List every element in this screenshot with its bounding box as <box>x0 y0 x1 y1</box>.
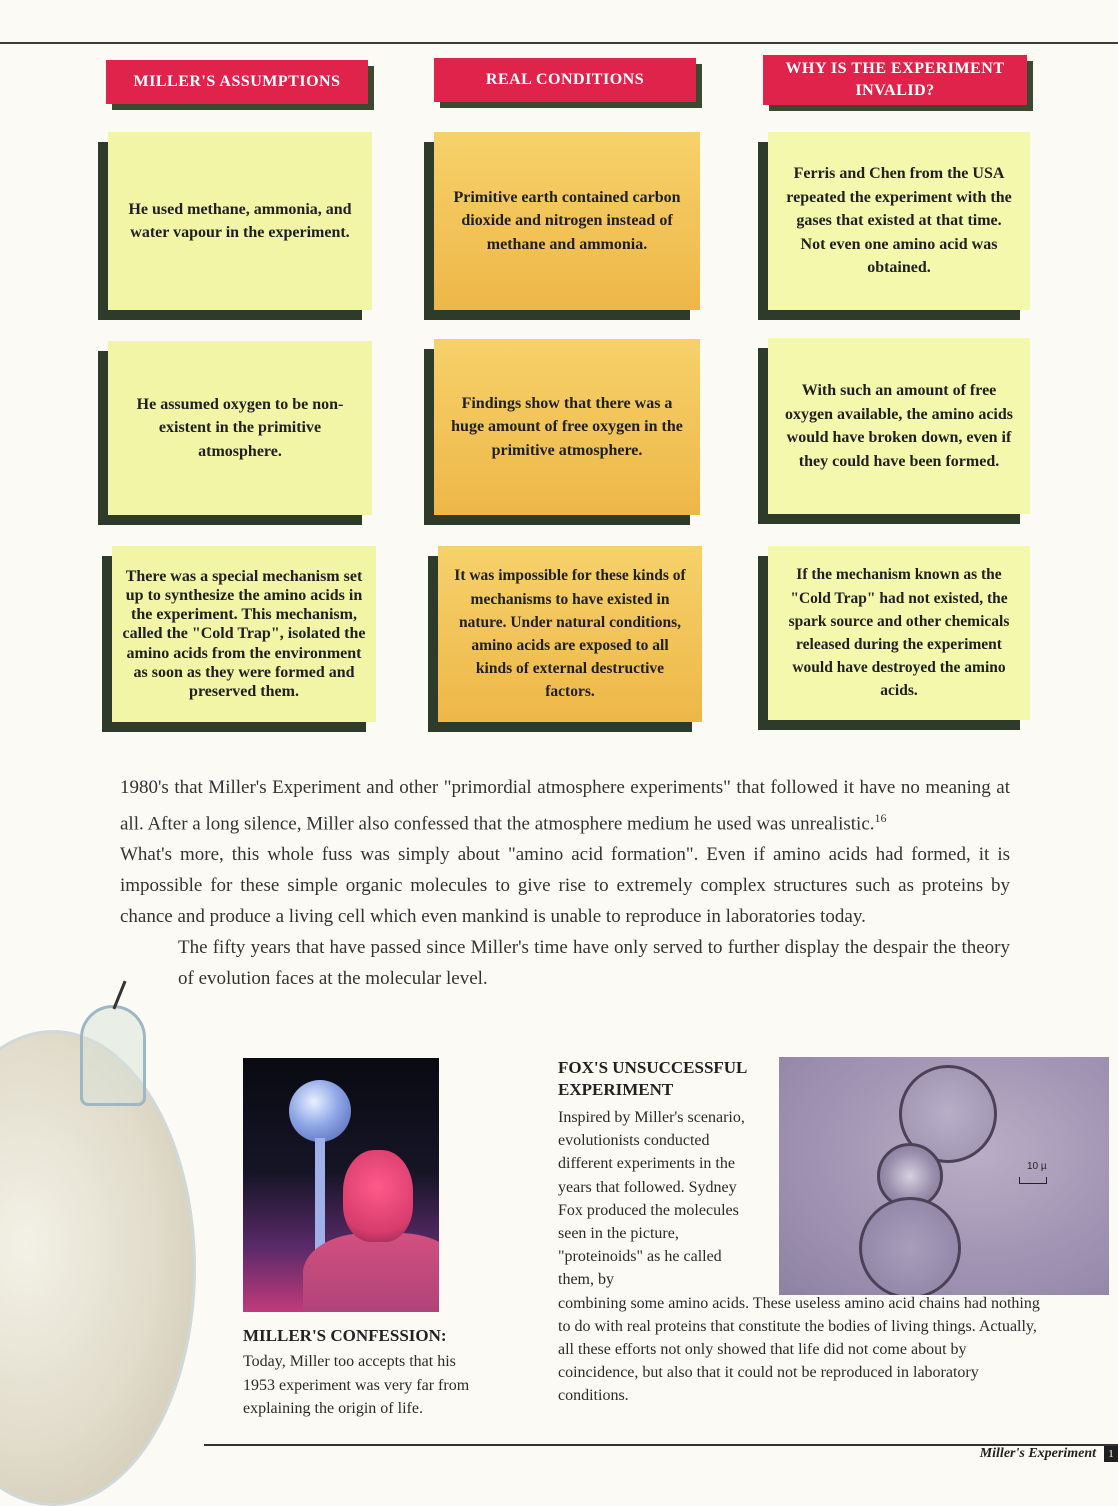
page-number-tab: 1 <box>1104 1446 1118 1462</box>
fox-caption-title: FOX'S UNSUCCESSFUL EXPERIMENT <box>558 1058 747 1099</box>
header-real-conditions: REAL CONDITIONS <box>434 58 696 102</box>
miller-caption-title: MILLER'S CONFESSION: <box>243 1326 447 1345</box>
footnote-ref: 16 <box>874 811 887 825</box>
cell-assumption-2: He assumed oxygen to be non-existent in the primitive atmosphere. <box>108 341 372 515</box>
miller-caption-text: Today, Miller too accepts that his 1953 experiment was very far from explaining the origin of life. <box>243 1353 470 1417</box>
cell-invalid-1: Ferris and Chen from the USA repeated the experiment with the gases that existed at that time. Not even one amino acid was obtained. <box>768 132 1030 310</box>
proteinoid-sphere <box>859 1197 961 1295</box>
miller-photo <box>243 1058 439 1312</box>
body-paragraph-1 <box>120 772 1010 839</box>
flask-neck <box>80 1005 146 1106</box>
cell-invalid-2: With such an amount of free oxygen available, the amino acids would have broken down, even if they could have been formed. <box>768 338 1030 514</box>
cell-condition-1: Primitive earth contained carbon dioxide and nitrogen instead of methane and ammonia. <box>434 132 700 310</box>
proteinoid-micrograph <box>779 1057 1109 1295</box>
apparatus-globe <box>289 1080 351 1142</box>
running-title: Miller's Experiment <box>979 1446 1096 1461</box>
scale-label: 10 µ <box>1027 1161 1047 1172</box>
body-paragraph-3: The fifty years that have passed since Miller's time have only served to further display the despair the theory of evolution faces at the molecular level. <box>178 937 1010 990</box>
cell-assumption-3: There was a special mechanism set up to synthesize the amino acids in the experiment. This mechanism, called the "Cold Trap", isolated the amino acids from the environment as soon as they were formed and preserved them. <box>112 546 376 722</box>
header-why-invalid-text: WHY IS THE EXPERIMENT INVALID? <box>785 60 1005 99</box>
person-torso <box>303 1233 439 1312</box>
cell-condition-2: Findings show that there was a huge amount of free oxygen in the primitive atmosphere. <box>434 339 700 515</box>
header-why-invalid <box>763 55 1027 105</box>
header-millers-assumptions: MILLER'S ASSUMPTIONS <box>106 60 368 104</box>
scale-bar <box>1019 1177 1047 1184</box>
cell-condition-3: It was impossible for these kinds of mechanisms to have existed in nature. Under natural conditions, amino acids are exposed to all kinds of external destructive factors. <box>438 546 702 722</box>
cell-assumption-1: He used methane, ammonia, and water vapour in the experiment. <box>108 132 372 310</box>
cell-invalid-3: If the mechanism known as the "Cold Trap" had not existed, the spark source and other chemicals released during the experiment would have destroyed the amino acids. <box>768 546 1030 720</box>
body-paragraph-1-text: 1980's that Miller's Experiment and other "primordial atmosphere experiments" that followed it have no meaning at all. After a long silence, Miller also confessed that the atmosphere medium he used was unrealistic. <box>120 777 1010 835</box>
top-rule <box>0 42 1118 44</box>
fox-caption-text-narrow: Inspired by Miller's scenario, evolutionists conducted different experiments in the years that followed. Sydney Fox produced the molecules seen in the picture, "proteinoids" as he called them, by <box>558 1109 745 1289</box>
body-text <box>120 772 1010 994</box>
person-face <box>343 1150 413 1242</box>
fox-caption-text-wide: combining some amino acids. These useless amino acid chains had nothing to do with real proteins that constitute the bodies of living things. Actually, all these efforts not only showed that life did not come about by coincidence, but also that it could not be reproduced in laboratory conditions. <box>558 1294 1040 1405</box>
body-paragraph-2: What's more, this whole fuss was simply about "amino acid formation". Even if amino acids had formed, it is impossible for these simple organic molecules to give rise to extremely complex structures such as proteins by chance and produce a living cell which even mankind is unable to reproduce in laboratories today. <box>120 844 1010 928</box>
